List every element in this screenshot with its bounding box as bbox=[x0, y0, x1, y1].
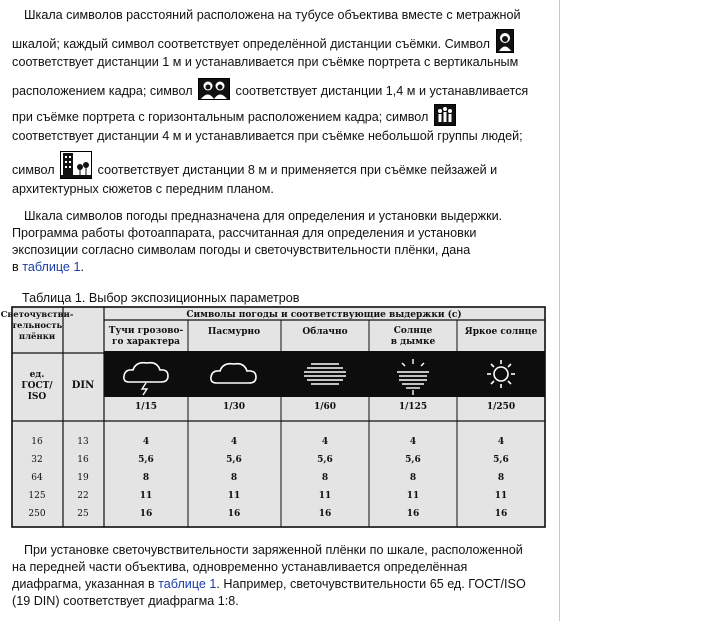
din-value: 22 bbox=[77, 491, 89, 501]
din-value: 19 bbox=[77, 473, 89, 483]
aperture-value: 11 bbox=[139, 491, 153, 501]
aperture-value: 16 bbox=[227, 509, 241, 519]
aperture-value: 4 bbox=[230, 437, 238, 447]
table-caption: Таблица 1. Выбор экспозиционных параметров bbox=[22, 291, 300, 305]
p3-line4: (19 DIN) соответствует диафрагма 1:8. bbox=[12, 594, 239, 608]
header-weather: Символы погоды и соответствующие выдержки (с) bbox=[186, 310, 462, 320]
p3-line2: на передней части объектива, одновременно устанавливается определённая bbox=[12, 560, 468, 574]
gost-value: 125 bbox=[28, 491, 46, 501]
aperture-value: 4 bbox=[142, 437, 150, 447]
aperture-value: 16 bbox=[139, 509, 153, 519]
exposure-table bbox=[0, 306, 546, 528]
gost-value: 32 bbox=[31, 455, 43, 465]
p1-line4b: соответствует дистанции 1,4 м и устанавливается bbox=[235, 83, 529, 98]
gost-value: 250 bbox=[28, 509, 46, 519]
aperture-value: 11 bbox=[318, 491, 332, 501]
p2-line1: Шкала символов погоды предназначена для определения и установки выдержки. bbox=[24, 209, 503, 223]
p1-line5a: при съёмке портрета с горизонтальным расположением кадра; символ bbox=[12, 110, 429, 124]
condition-storm-2: го характера bbox=[112, 337, 180, 347]
p3-line1: При установке светочувствительности заряженной плёнки по шкале, расположенной bbox=[24, 543, 523, 557]
film-speed-paragraph bbox=[12, 542, 552, 610]
aperture-value: 8 bbox=[142, 473, 150, 483]
p2-line2: Программа работы фотоаппарата, рассчитанная для определения и установки bbox=[12, 226, 477, 240]
table1-link[interactable]: таблице 1 bbox=[158, 577, 217, 591]
header-gost-2: ГОСТ/ bbox=[21, 381, 53, 391]
condition-storm-1: Тучи грозово- bbox=[108, 326, 184, 336]
condition-haze-2: в дымке bbox=[390, 337, 436, 347]
aperture-value: 4 bbox=[409, 437, 417, 447]
aperture-value: 11 bbox=[494, 491, 508, 501]
p1-line1: Шкала символов расстояний расположена на тубусе объектива вместе с метражной bbox=[24, 8, 521, 22]
aperture-value: 11 bbox=[227, 491, 241, 501]
table1-link[interactable]: таблице 1 bbox=[22, 260, 81, 274]
p1-line8: архитектурных сюжетов с передним планом. bbox=[12, 181, 274, 196]
condition-overcast: Пасмурно bbox=[207, 327, 261, 337]
p2-line3: экспозиции согласно символам погоды и светочувствительности плёнки, дана bbox=[12, 243, 471, 257]
weather-symbols-paragraph bbox=[12, 208, 552, 276]
condition-haze-1: Солнце bbox=[393, 326, 433, 336]
shutter-haze: 1/125 bbox=[398, 402, 428, 412]
two-people-symbol-icon bbox=[198, 78, 230, 100]
aperture-value: 16 bbox=[494, 509, 508, 519]
p1-line7a: символ bbox=[12, 163, 55, 177]
gost-value: 16 bbox=[31, 437, 43, 447]
din-value: 25 bbox=[77, 509, 89, 519]
header-sensitivity-2: тельность bbox=[11, 321, 63, 331]
aperture-value: 5,6 bbox=[317, 455, 333, 465]
header-din: DIN bbox=[71, 380, 95, 391]
portrait-symbol-icon bbox=[496, 29, 514, 53]
p3-line3a: диафрагма, указанная в bbox=[12, 577, 159, 591]
aperture-value: 5,6 bbox=[138, 455, 154, 465]
aperture-value: 4 bbox=[497, 437, 505, 447]
p1-line4a: расположением кадра; символ bbox=[12, 83, 193, 98]
p1-line2: шкалой; каждый символ соответствует определённой дистанции съёмки. Символ bbox=[12, 36, 490, 51]
header-sensitivity-1: Светочувстви- bbox=[0, 310, 74, 320]
header-sensitivity-3: плёнки bbox=[18, 332, 56, 342]
aperture-value: 11 bbox=[406, 491, 420, 501]
aperture-value: 8 bbox=[497, 473, 505, 483]
landscape-symbol-icon bbox=[60, 151, 92, 179]
p1-line7b: соответствует дистанции 8 м и применяется при съёмке пейзажей и bbox=[97, 163, 498, 177]
aperture-value: 8 bbox=[409, 473, 417, 483]
aperture-value: 8 bbox=[230, 473, 238, 483]
p1-line6: соответствует дистанции 4 м и устанавливается при съёмке небольшой группы людей; bbox=[12, 128, 523, 143]
condition-bright-sun: Яркое солнце bbox=[464, 327, 538, 337]
header-gost-1: ед. bbox=[29, 370, 45, 380]
aperture-value: 16 bbox=[318, 509, 332, 519]
p2-line4a: в bbox=[12, 260, 23, 274]
p3-line3b: . Например, светочувствительности 65 ед. ГОСТ/ISO bbox=[216, 577, 526, 591]
p1-line3: соответствует дистанции 1 м и устанавливается при съёмке портрета с вертикальным bbox=[12, 55, 519, 69]
din-value: 16 bbox=[77, 455, 89, 465]
header-gost-3: ISO bbox=[27, 392, 47, 402]
gost-value: 64 bbox=[31, 473, 43, 483]
group-symbol-icon bbox=[434, 104, 456, 126]
aperture-value: 5,6 bbox=[405, 455, 421, 465]
shutter-cloudy: 1/60 bbox=[313, 402, 337, 412]
aperture-value: 5,6 bbox=[493, 455, 509, 465]
column-divider bbox=[559, 0, 560, 621]
din-value: 13 bbox=[77, 437, 89, 447]
p2-line4b: . bbox=[80, 260, 84, 274]
shutter-overcast: 1/30 bbox=[222, 402, 246, 412]
aperture-value: 8 bbox=[321, 473, 329, 483]
aperture-value: 16 bbox=[406, 509, 420, 519]
aperture-value: 5,6 bbox=[226, 455, 242, 465]
shutter-bright: 1/250 bbox=[486, 402, 516, 412]
condition-cloudy: Облачно bbox=[302, 327, 348, 337]
distance-symbols-paragraph bbox=[12, 6, 552, 198]
aperture-value: 4 bbox=[321, 437, 329, 447]
shutter-storm: 1/15 bbox=[134, 402, 158, 412]
